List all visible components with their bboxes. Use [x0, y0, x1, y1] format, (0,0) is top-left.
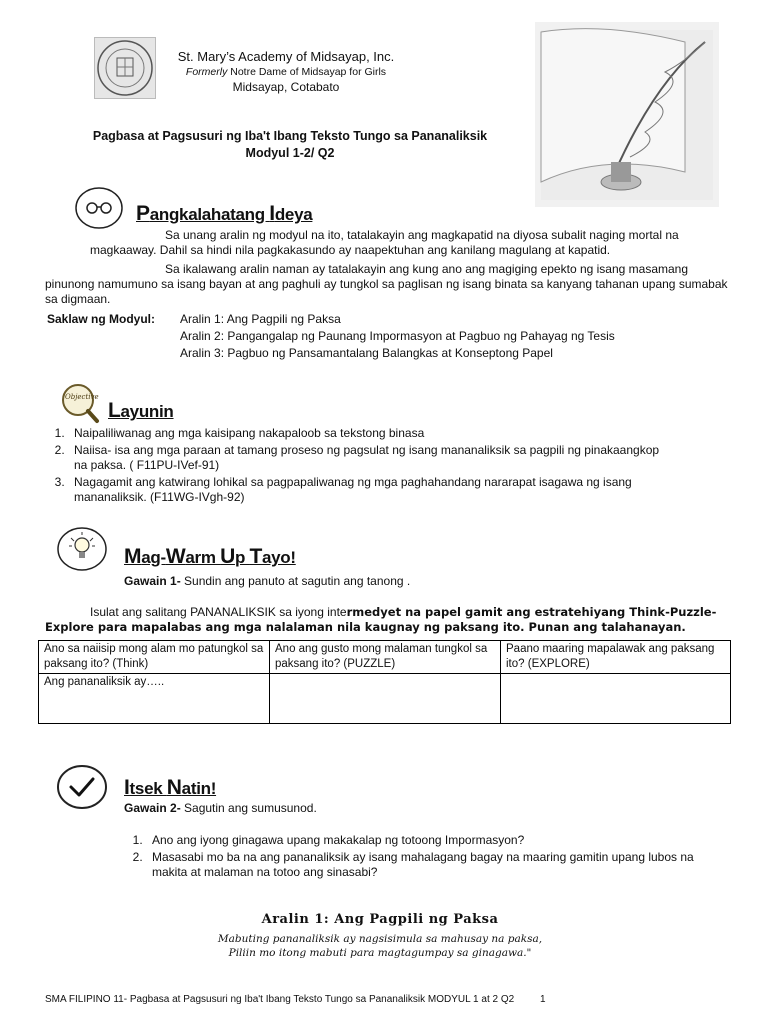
quill-illustration: [535, 22, 719, 207]
table-cell[interactable]: Ang pananaliksik ay…..: [39, 674, 270, 724]
module-title-line1: Pagbasa at Pagsusuri ng Iba't Ibang Teksto Tungo sa Pananaliksik: [92, 129, 488, 143]
page-number: 1: [540, 994, 546, 1005]
table-header-cell: Paano maaring mapalawak ang paksang ito? (EXPLORE): [501, 641, 731, 674]
school-location: Midsayap, Cotabato: [232, 80, 340, 94]
table-cell[interactable]: [270, 674, 501, 724]
school-former-name: Formerly Notre Dame of Midsayap for Girls: [185, 66, 387, 78]
page-footer: SMA FILIPINO 11- Pagbasa at Pagsusuri ng Iba't Ibang Teksto Tungo sa Pananaliksik MODYUL 1 at 2 Q2: [45, 994, 515, 1005]
warmup-instruction: Isulat ang salitang PANANALIKSIK sa iyong intermedyet na papel gamit ang estratehiyang Think-Puzzle- Explore para mapalabas ang mga nalalaman nila kaugnay ng paksang ito. Punan ang talahanayan.: [45, 605, 717, 634]
table-header-cell: Ano ang gusto mong malaman tungkol sa paksang ito? (PUZZLE): [270, 641, 501, 674]
checkmark-icon: [56, 764, 108, 810]
quote-line-1: Mabuting pananaliksik ay nagsisimula sa mahusay na paksa,: [217, 933, 543, 945]
itsek-item: 1. Ano ang iyong ginagawa upang makakalap ng totoong Impormasyon?: [146, 833, 732, 848]
itsek-list: [120, 833, 732, 880]
school-seal-logo: [94, 37, 156, 99]
objective-icon-text: Objective: [65, 393, 99, 401]
section-heading-pangkalahatang-ideya: Pangkalahatang Ideya: [136, 202, 313, 225]
lightbulb-icon: [56, 526, 108, 572]
section-heading-itsek-natin: Itsek Natin!: [124, 776, 217, 799]
table-header-row: [39, 641, 731, 674]
table-cell[interactable]: [501, 674, 731, 724]
saklaw-item: Aralin 3: Pagbuo ng Pansamantalang Balangkas at Konseptong Papel: [180, 346, 553, 360]
saklaw-item: Aralin 1: Ang Pagpili ng Paksa: [180, 312, 341, 326]
table-header-cell: Ano sa naiisip mong alam mo patungkol sa paksang ito? (Think): [39, 641, 270, 674]
binoculars-icon: [74, 186, 124, 230]
layunin-item: 1. Naipaliliwanag ang mga kaisipang nakapaloob sa tekstong binasa: [68, 426, 732, 441]
table-row: [39, 674, 731, 724]
ideya-paragraph-1: Sa unang aralin ng modyul na ito, tatalakayin ang magkapatid na diyosa subalit naging mortal na magkaaway. Dahil sa hindi nila pagkakasundo ay naapektuhan ang kanilang magulang at kapatid.: [90, 228, 679, 257]
aralin-1-quote: [170, 932, 590, 960]
quote-line-2: Piliin mo itong mabuti para magtagumpay sa ginagawa.": [228, 947, 532, 959]
aralin-1-title: Aralin 1: Ang Pagpili ng Paksa: [261, 912, 499, 927]
saklaw-list: [180, 311, 615, 362]
school-name: St. Mary’s Academy of Midsayap, Inc.: [177, 49, 395, 64]
layunin-item: 2. Naiisa- isa ang mga paraan at tamang proseso ng pagsulat ng isang mananaliksik sa pagpili ng pinakaangkop na paksa. ( F11PU-IVef-91): [68, 443, 664, 473]
section-heading-warm-up: Mag-Warm Up Tayo!: [124, 545, 296, 568]
objective-magnifier-icon: [58, 382, 100, 424]
gawain-2-instruction: Gawain 2- Sagutin ang sumusunod.: [124, 801, 317, 815]
saklaw-label: Saklaw ng Modyul:: [47, 312, 156, 326]
section-heading-layunin: Layunin: [108, 399, 174, 422]
gawain-1-instruction: Gawain 1- Sundin ang panuto at sagutin ang tanong .: [124, 574, 411, 588]
school-info: [155, 48, 417, 95]
layunin-list: [42, 426, 732, 505]
module-title-line2: Modyul 1-2/ Q2: [245, 146, 335, 160]
saklaw-item: Aralin 2: Pangangalap ng Paunang Impormasyon at Pagbuo ng Pahayag ng Tesis: [180, 329, 615, 343]
module-title: [60, 128, 520, 162]
ideya-paragraph-2: Sa ikalawang aralin naman ay tatalakayin ang kung ano ang magiging epekto ng isang masamang pinunong namumuno sa isang bayan at ang paghuli ay tungkol sa paglisan ng isang binata sa kanyang tahanan upang sumabak sa digmaan.: [45, 262, 728, 306]
itsek-item: 2. Masasabi mo ba na ang pananaliksik ay isang mahalagang bagay na maaring gamitin upang lubos na makita at malaman na totoo ang sinasabi?: [146, 850, 732, 880]
think-puzzle-explore-table: [38, 640, 731, 724]
layunin-item: 3. Nagagamit ang katwirang lohikal sa pagpapaliwanag ng mga paghahandang nararapat isagawa ng isang mananaliksik. (F11WG-IVgh-92): [68, 475, 664, 505]
